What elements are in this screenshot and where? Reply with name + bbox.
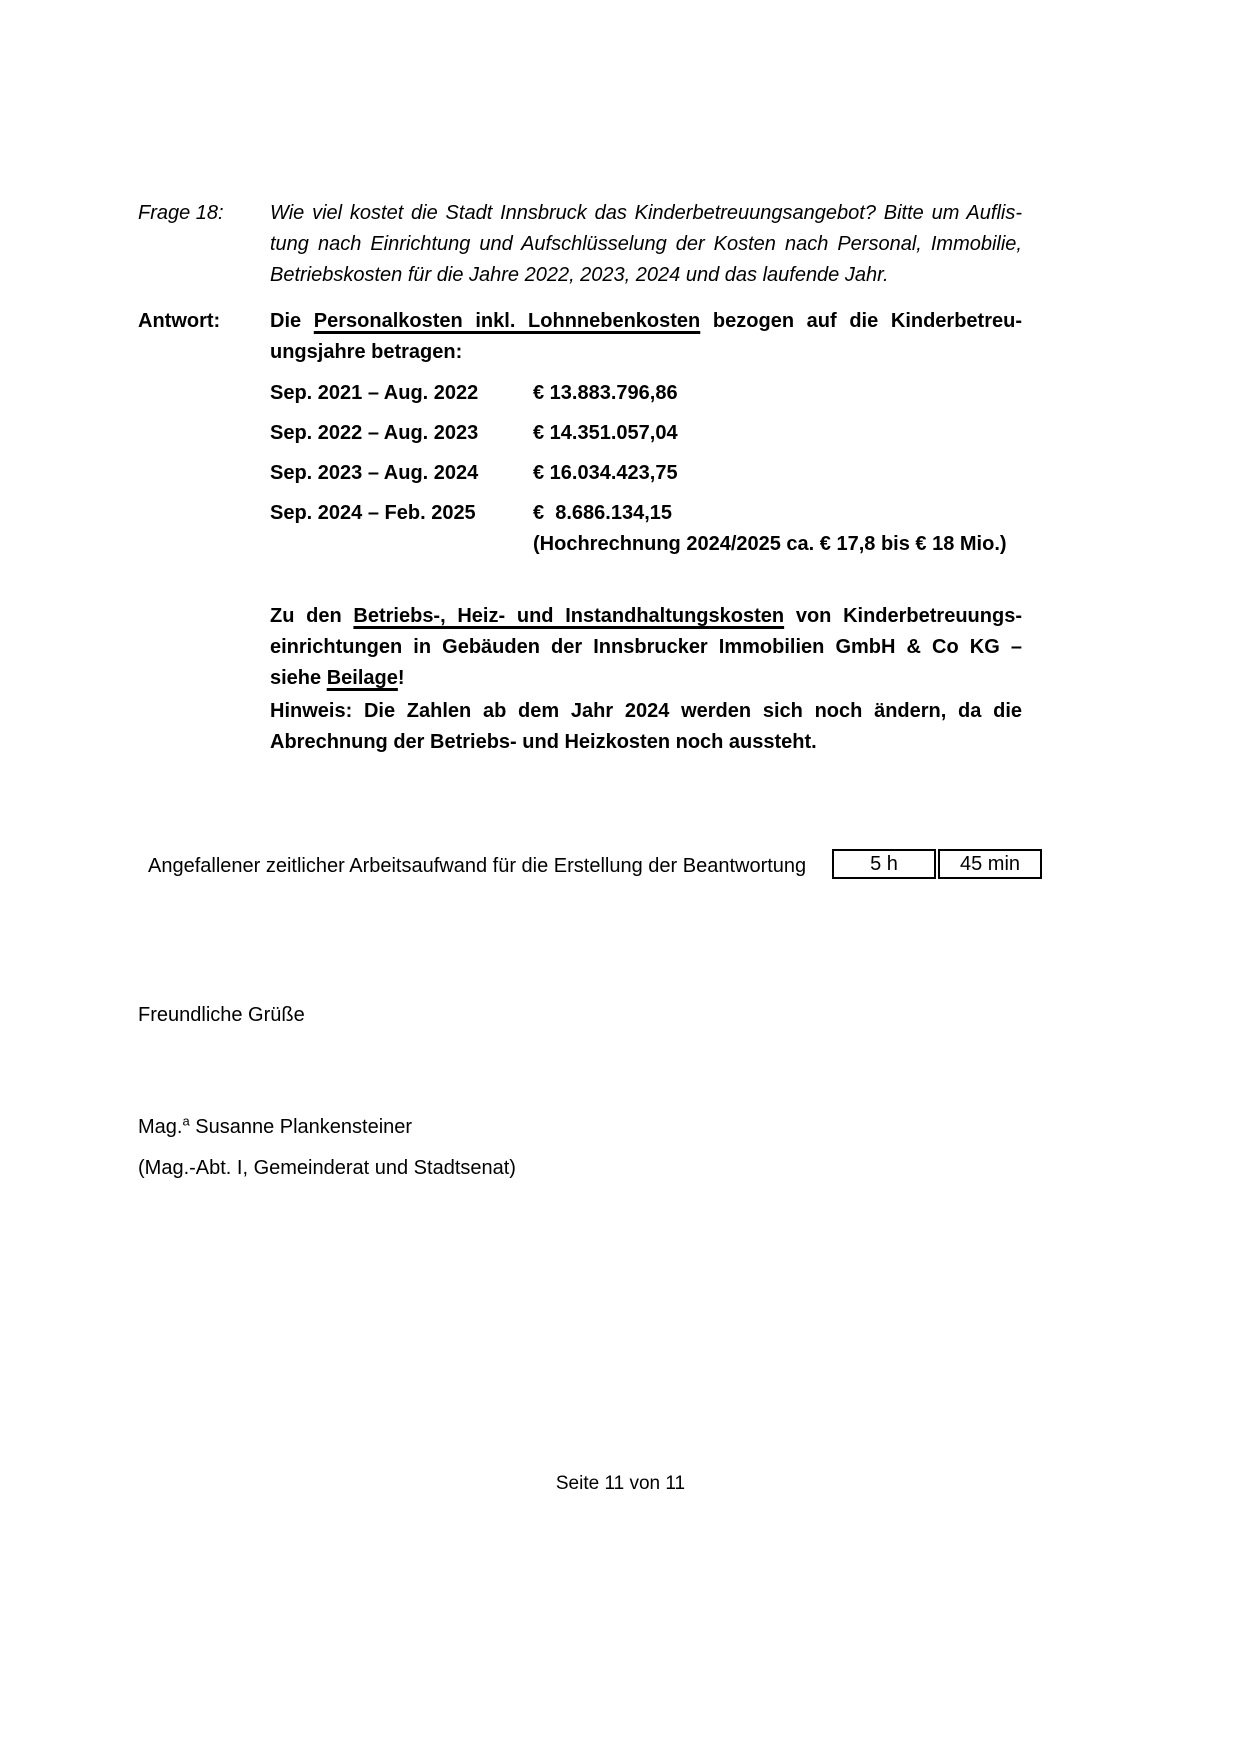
text-segment: ungsjahre betragen:: [270, 341, 463, 363]
text-line: [270, 601, 1022, 632]
text-segment: bezogen auf die Kinderbetreu-: [700, 310, 1022, 332]
text-line: [270, 663, 1022, 694]
text-segment: einrichtungen in Gebäuden der Innsbrucker Immobilien GmbH & Co KG –: [270, 636, 1022, 658]
cost-period: Sep. 2022 – Aug. 2023: [270, 422, 479, 444]
text-segment: !: [397, 667, 405, 689]
text-line: [270, 632, 1022, 663]
text-line: [270, 260, 1022, 291]
cost-row: [270, 458, 1022, 489]
text-segment: Wie viel kostet die Stadt Innsbruck das Kinderbetreuungsangebot? Bitte um Auflis-: [270, 202, 1022, 224]
question-text: [270, 198, 1022, 291]
text-segment: tung nach Einrichtung und Aufschlüsselung der Kosten nach Personal, Immobilie,: [270, 233, 1022, 255]
text-segment: Die: [270, 310, 314, 332]
personnel-cost-table: [270, 378, 1022, 560]
effort-label: Angefallener zeitlicher Arbeitsaufwand für die Erstellung der Beantwortung: [148, 855, 807, 877]
cost-period: Sep. 2021 – Aug. 2022: [270, 382, 479, 404]
effort-hours-cell: 5 h: [832, 849, 936, 879]
operating-costs-paragraph: [270, 601, 1022, 694]
text-line: [270, 229, 1022, 260]
signature-department: (Mag.-Abt. I, Gemeinderat und Stadtsenat): [138, 1157, 516, 1179]
projection-note: (Hochrechnung 2024/2025 ca. € 17,8 bis € 18 Mio.): [533, 533, 1007, 555]
cost-row: [270, 378, 1022, 409]
signature-superscript: a: [182, 1113, 190, 1129]
cost-amount: € 14.351.057,04: [533, 422, 678, 444]
text-line: [270, 727, 1022, 758]
answer-label: Antwort:: [138, 310, 221, 332]
hinweis-paragraph: [270, 696, 1022, 758]
text-segment: Abrechnung der Betriebs- und Heizkosten noch aussteht.: [270, 731, 817, 753]
cost-row: [270, 418, 1022, 449]
signature-prefix: Mag.: [138, 1116, 183, 1138]
text-segment: Zu den: [270, 605, 354, 627]
underlined-text: Beilage: [326, 667, 398, 689]
text-line: [270, 337, 1022, 368]
signature-name: [138, 1112, 412, 1143]
text-segment: siehe: [270, 667, 327, 689]
underlined-text: Personalkosten inkl. Lohnnebenkosten: [313, 310, 701, 332]
page-number-footer: Seite 11 von 11: [555, 1473, 686, 1494]
cost-amount: € 8.686.134,15: [533, 502, 673, 524]
cost-row: [270, 498, 1022, 529]
effort-minutes-cell: 45 min: [938, 849, 1042, 879]
question-label: Frage 18:: [138, 202, 224, 224]
cost-amount: € 13.883.796,86: [533, 382, 678, 404]
cost-period: Sep. 2024 – Feb. 2025: [270, 502, 476, 524]
text-segment: von Kinderbetreuungs-: [784, 605, 1022, 627]
cost-amount: € 16.034.423,75: [533, 462, 678, 484]
text-line: [270, 306, 1022, 337]
text-line: [270, 198, 1022, 229]
text-line: [270, 696, 1022, 727]
closing-greeting: Freundliche Grüße: [138, 1004, 305, 1026]
answer-intro-text: [270, 306, 1022, 368]
text-segment: Betriebskosten für die Jahre 2022, 2023, 2024 und das laufende Jahr.: [270, 264, 889, 286]
text-segment: Hinweis: Die Zahlen ab dem Jahr 2024 werden sich noch ändern, da die: [270, 700, 1022, 722]
signature-rest: Susanne Plankensteiner: [189, 1116, 413, 1138]
underlined-text: Betriebs-, Heiz- und Instandhaltungskosten: [353, 605, 785, 627]
cost-period: Sep. 2023 – Aug. 2024: [270, 462, 479, 484]
